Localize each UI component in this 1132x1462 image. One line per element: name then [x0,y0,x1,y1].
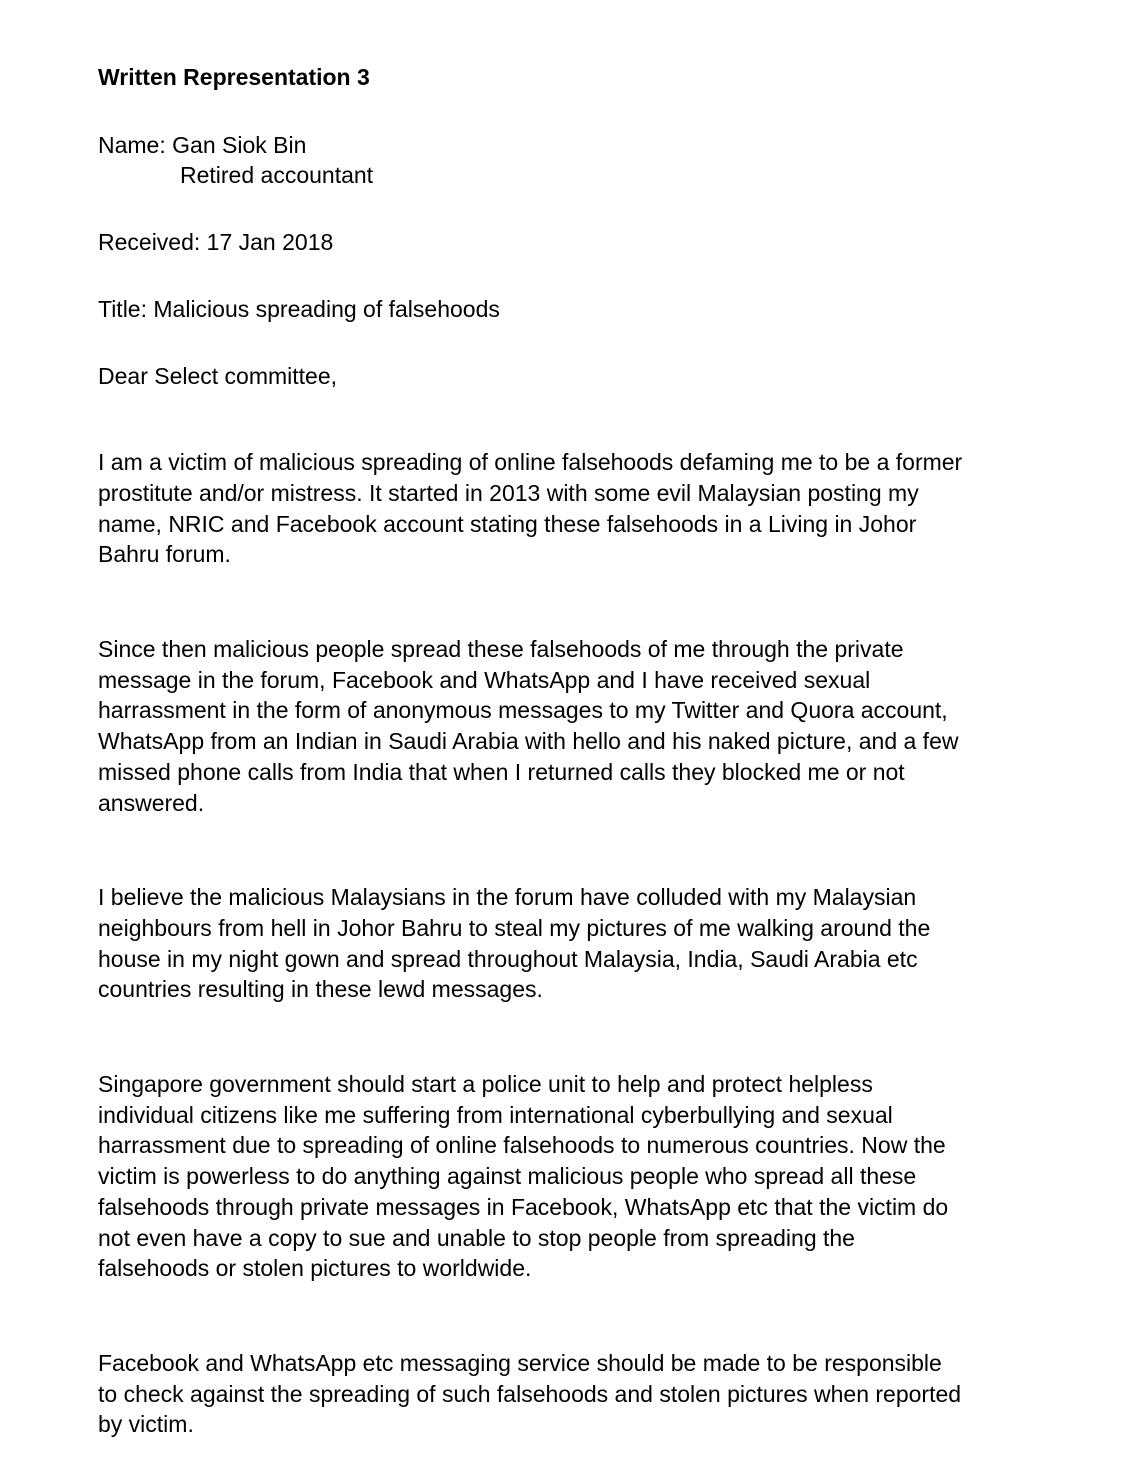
paragraph-line: message in the forum, Facebook and WhatsApp and I have received sexual [98,666,871,693]
name-line: Name: Gan Siok Bin [98,131,307,158]
paragraph-line: not even have a copy to sue and unable to stop people from spreading the [98,1224,855,1251]
paragraph-line: I believe the malicious Malaysians in the forum have colluded with my Malaysian [98,884,917,911]
name-field [98,130,1034,191]
paragraph-line: to check against the spreading of such falsehoods and stolen pictures when reported [98,1380,962,1407]
paragraph-line: house in my night gown and spread throughout Malaysia, India, Saudi Arabia etc [98,945,918,972]
paragraph-line: falsehoods through private messages in Facebook, WhatsApp etc that the victim do [98,1193,949,1220]
paragraph [98,634,1034,818]
occupation-line: Retired accountant [180,162,374,189]
paragraph-line: falsehoods or stolen pictures to worldwide. [98,1255,532,1282]
paragraph-line: Since then malicious people spread these falsehoods of me through the private [98,636,904,663]
received-field: Received: 17 Jan 2018 [98,229,334,256]
paragraph-line: Bahru forum. [98,541,231,568]
paragraph-line: by victim. [98,1411,194,1438]
paragraph-line: individual citizens like me suffering from international cyberbullying and sexual [98,1101,893,1128]
paragraph-line: victim is powerless to do anything against malicious people who spread all these [98,1163,917,1190]
letter-body [98,447,1034,1440]
paragraph-line: name, NRIC and Facebook account stating these falsehoods in a Living in Johor [98,510,917,537]
paragraph-line: prostitute and/or mistress. It started in 2013 with some evil Malaysian posting my [98,479,919,506]
document-heading: Written Representation 3 [98,64,370,90]
paragraph-line: neighbours from hell in Johor Bahru to steal my pictures of me walking around the [98,914,931,941]
paragraph-line: WhatsApp from an Indian in Saudi Arabia with hello and his naked picture, and a few [98,728,959,755]
paragraph-line: answered. [98,789,205,816]
paragraph-line: I am a victim of malicious spreading of online falsehoods defaming me to be a former [98,449,963,476]
paragraph-line: harrassment due to spreading of online falsehoods to numerous countries. Now the [98,1132,946,1159]
paragraph [98,1348,1034,1440]
paragraph-line: missed phone calls from India that when I returned calls they blocked me or not [98,758,905,785]
paragraph-line: countries resulting in these lewd messages. [98,976,543,1003]
paragraph-line: Singapore government should start a police unit to help and protect helpless [98,1071,873,1098]
paragraph [98,1069,1034,1284]
paragraph-line: Facebook and WhatsApp etc messaging service should be made to be responsible [98,1349,942,1376]
salutation: Dear Select committee, [98,362,338,389]
title-field: Title: Malicious spreading of falsehoods [98,295,500,322]
paragraph-line: harrassment in the form of anonymous messages to my Twitter and Quora account, [98,697,948,724]
paragraph [98,447,1034,570]
paragraph [98,882,1034,1005]
